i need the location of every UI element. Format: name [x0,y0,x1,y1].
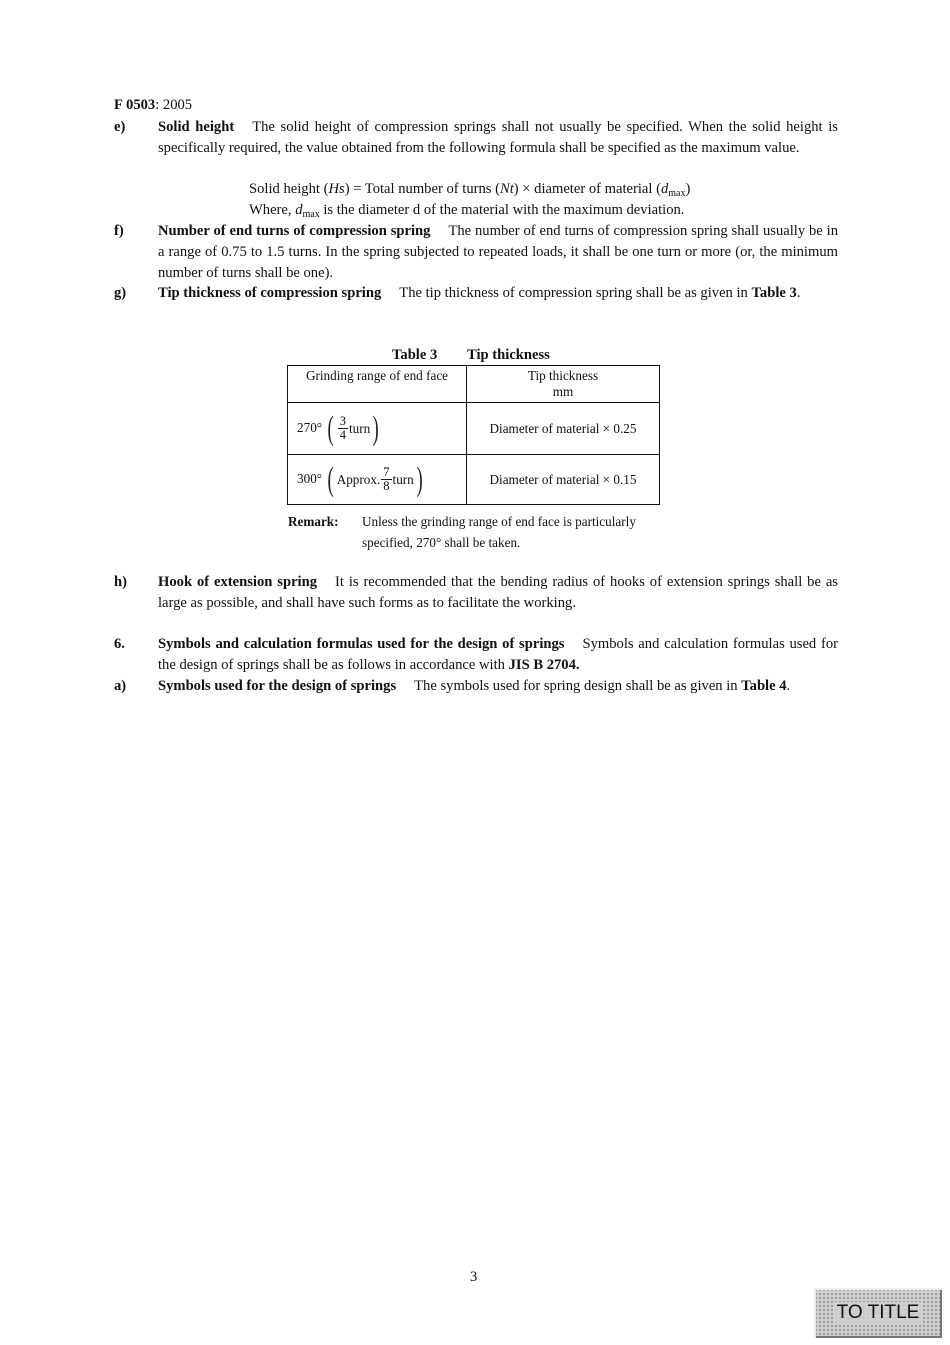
formula-where-note: Where, $d_{max}$ is the diameter d of the material with the maximum deviation. [249,202,685,220]
clause-text: The solid height of compression springs shall not usually be specified. When the solid height is specifically required, the value obtained from the following formula shall be specified as the maximum value. [158,119,838,156]
table-4-ref: Table 4 [741,678,787,694]
clause-title: Hook of extension spring [158,574,318,590]
table-3-ref: Table 3 [751,285,797,301]
tip-thickness-table [287,365,660,505]
remark-label: Remark: [288,514,339,529]
clause-title: Symbols used for the design of springs [158,678,397,694]
page-number: 3 [470,1269,478,1285]
document-header [114,97,192,114]
grinding-range-cell: 300° ( Approx. $\frac{7}{8}$ turn ) [288,455,467,505]
clause-title: Solid height [158,119,235,135]
jis-reference: JIS B 2704. [508,656,580,673]
section-number: 6. [114,636,125,652]
table-remark [288,511,682,553]
section-text: Symbols and calculation formulas used for the design of springs shall be as follows in accordance with [158,636,838,673]
remark-text: Unless the grinding range of end face is particularly specified, 270° shall be taken. [362,514,636,550]
clause-text: The number of end turns of compression spring shall usually be in a range of 0.75 to 1.5 turns. In the spring subjected to repeated loads, it shall be one turn or more (or, the minimum number of turns shall be one). [158,223,838,281]
header-unit: mm [552,384,574,399]
section-title: Symbols and calculation formulas used for the design of springs [158,636,565,652]
clause-h [114,572,838,614]
clause-text: It is recommended that the bending radius of hooks of extension springs shall be as large as possible, and shall have such forms as to facilitate the working. [158,574,838,611]
clause-e [114,117,838,159]
to-title-button[interactable] [814,1288,942,1338]
standard-code: F 0503 [114,97,156,113]
clause-label: h) [114,574,127,590]
table-row [288,403,660,455]
table-header-row [288,366,660,403]
section-6 [114,634,838,676]
clause-f [114,221,838,283]
standard-year: : 2005 [155,97,193,113]
table-row [288,455,660,505]
table-caption-title: Tip thickness [467,347,550,363]
grinding-range-cell: 270° ( $\frac{3}{4}$ turn ) [288,403,467,455]
header-tip-thickness: Tip thickness mm [467,366,660,403]
tip-thickness-cell: Diameter of material × 0.25 [467,403,660,455]
header-grinding-range: Grinding range of end face [288,366,467,403]
clause-label: g) [114,285,127,301]
tip-thickness-cell: Diameter of material × 0.15 [467,455,660,505]
clause-g: g) Tip thickness of compression spring The tip thickness of compression spring shall be as given in Table 3. [114,283,838,304]
clause-label: f) [114,223,124,239]
table-caption-number: Table 3 [392,347,438,363]
clause-label: a) [114,678,127,694]
clause-a: a) Symbols used for the design of springs The symbols used for spring design shall be as given in Table 4. [114,676,838,697]
to-title-label: TO TITLE [836,1302,920,1323]
clause-title: Tip thickness of compression spring [158,285,382,301]
clause-label: e) [114,119,126,135]
solid-height-formula: Solid height (Hs) = Total number of turns (Nt) × diameter of material $(d_{max})$ [249,181,691,199]
clause-title: Number of end turns of compression spring [158,223,431,239]
clause-text: The tip thickness of compression spring shall be as given in [399,285,748,301]
clause-text: The symbols used for spring design shall be as given in [414,678,738,694]
